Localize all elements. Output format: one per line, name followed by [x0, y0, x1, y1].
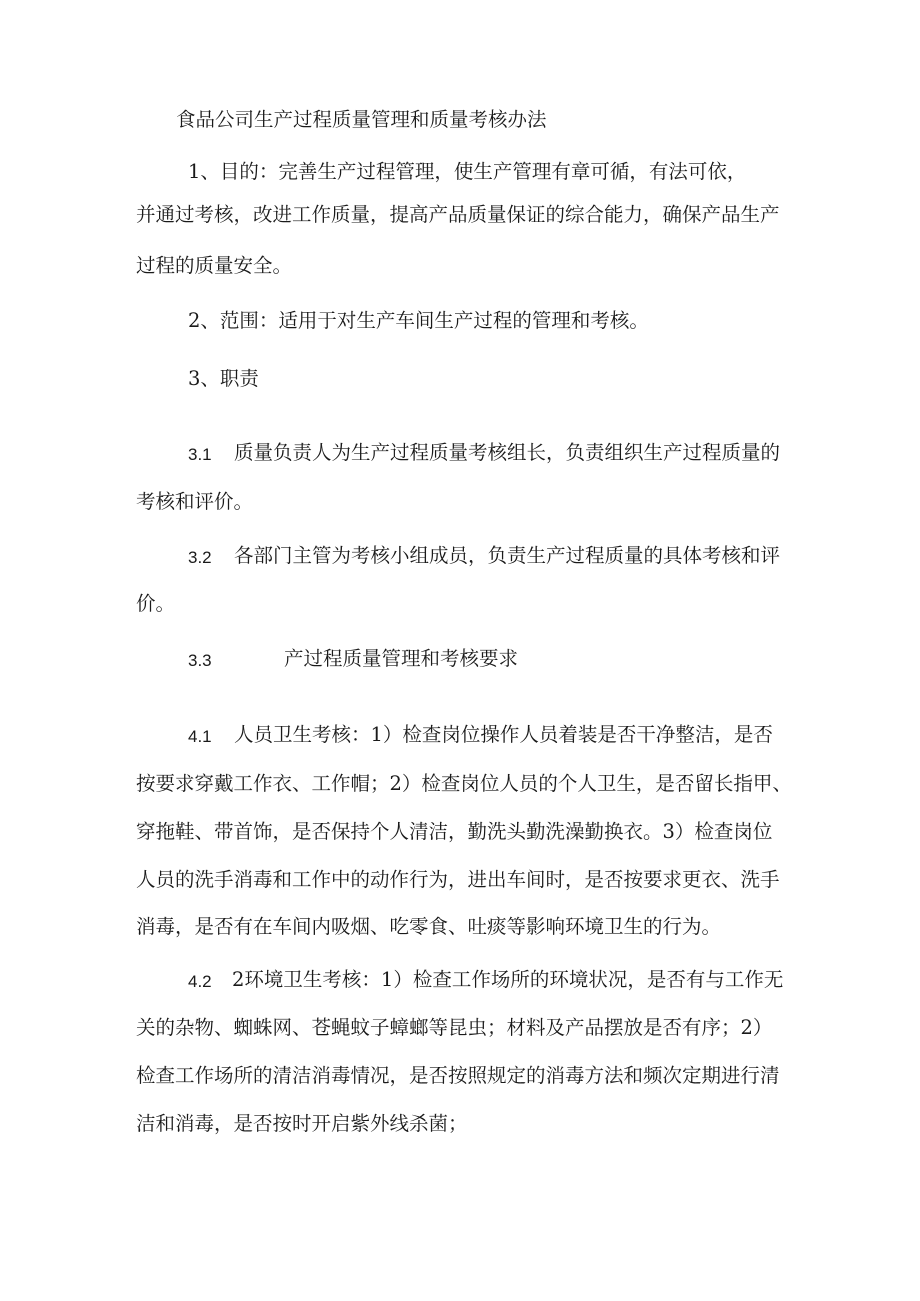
section-1-line-1: 1、目的：完善生产过程管理，使生产管理有章可循，有法可依， [188, 160, 747, 183]
section-3-1-line-2: 考核和评价。 [136, 490, 254, 513]
section-3-1-line-1: 质量负责人为生产过程质量考核组长，负责组织生产过程质量的 [234, 441, 781, 464]
document-title: 食品公司生产过程质量管理和质量考核办法 [176, 108, 547, 131]
section-4-2-line-2: 关的杂物、蜘蛛网、苍蝇蚊子蟑螂等昆虫；材料及产品摆放是否有序；2） [136, 1016, 773, 1039]
section-4-2-line-3: 检查工作场所的清洁消毒情况，是否按照规定的消毒方法和频次定期进行清 [136, 1064, 780, 1087]
section-4-2-line-1: 2环境卫生考核：1）检查工作场所的环境状况，是否有与工作无 [232, 968, 784, 991]
section-4-2-line-4: 洁和消毒，是否按时开启紫外线杀菌； [136, 1112, 468, 1135]
section-3-3-number: 3.3 [188, 651, 212, 670]
section-1-line-3: 过程的质量安全。 [136, 254, 293, 277]
section-3-heading: 3、职责 [188, 367, 259, 390]
section-4-1-line-1: 人员卫生考核：1）检查岗位操作人员着装是否干净整洁，是否 [234, 723, 773, 746]
section-4-1-line-4: 人员的洗手消毒和工作中的动作行为，进出车间时，是否按要求更衣、洗手 [136, 868, 780, 891]
section-4-1-line-5: 消毒，是否有在车间内吸烟、吃零食、吐痰等影响环境卫生的行为。 [136, 915, 722, 938]
section-1-line-2: 并通过考核，改进工作质量，提高产品质量保证的综合能力，确保产品生产 [136, 203, 780, 226]
section-3-3-line-1: 产过程质量管理和考核要求 [284, 647, 519, 670]
section-3-2-line-2: 价。 [136, 592, 176, 615]
section-4-1-number: 4.1 [188, 727, 212, 746]
section-3-2-number: 3.2 [188, 548, 212, 567]
section-4-2-number: 4.2 [188, 972, 212, 991]
section-3-1-number: 3.1 [188, 445, 212, 464]
section-4-1-line-2: 按要求穿戴工作衣、工作帽；2）检查岗位人员的个人卫生，是否留长指甲、 [136, 772, 792, 795]
section-2-line-1: 2、范围：适用于对生产车间生产过程的管理和考核。 [188, 309, 649, 332]
section-4-1-line-3: 穿拖鞋、带首饰，是否保持个人清洁，勤洗头勤洗澡勤换衣。3）检查岗位 [136, 820, 773, 843]
section-3-2-line-1: 各部门主管为考核小组成员，负责生产过程质量的具体考核和评 [234, 544, 781, 567]
